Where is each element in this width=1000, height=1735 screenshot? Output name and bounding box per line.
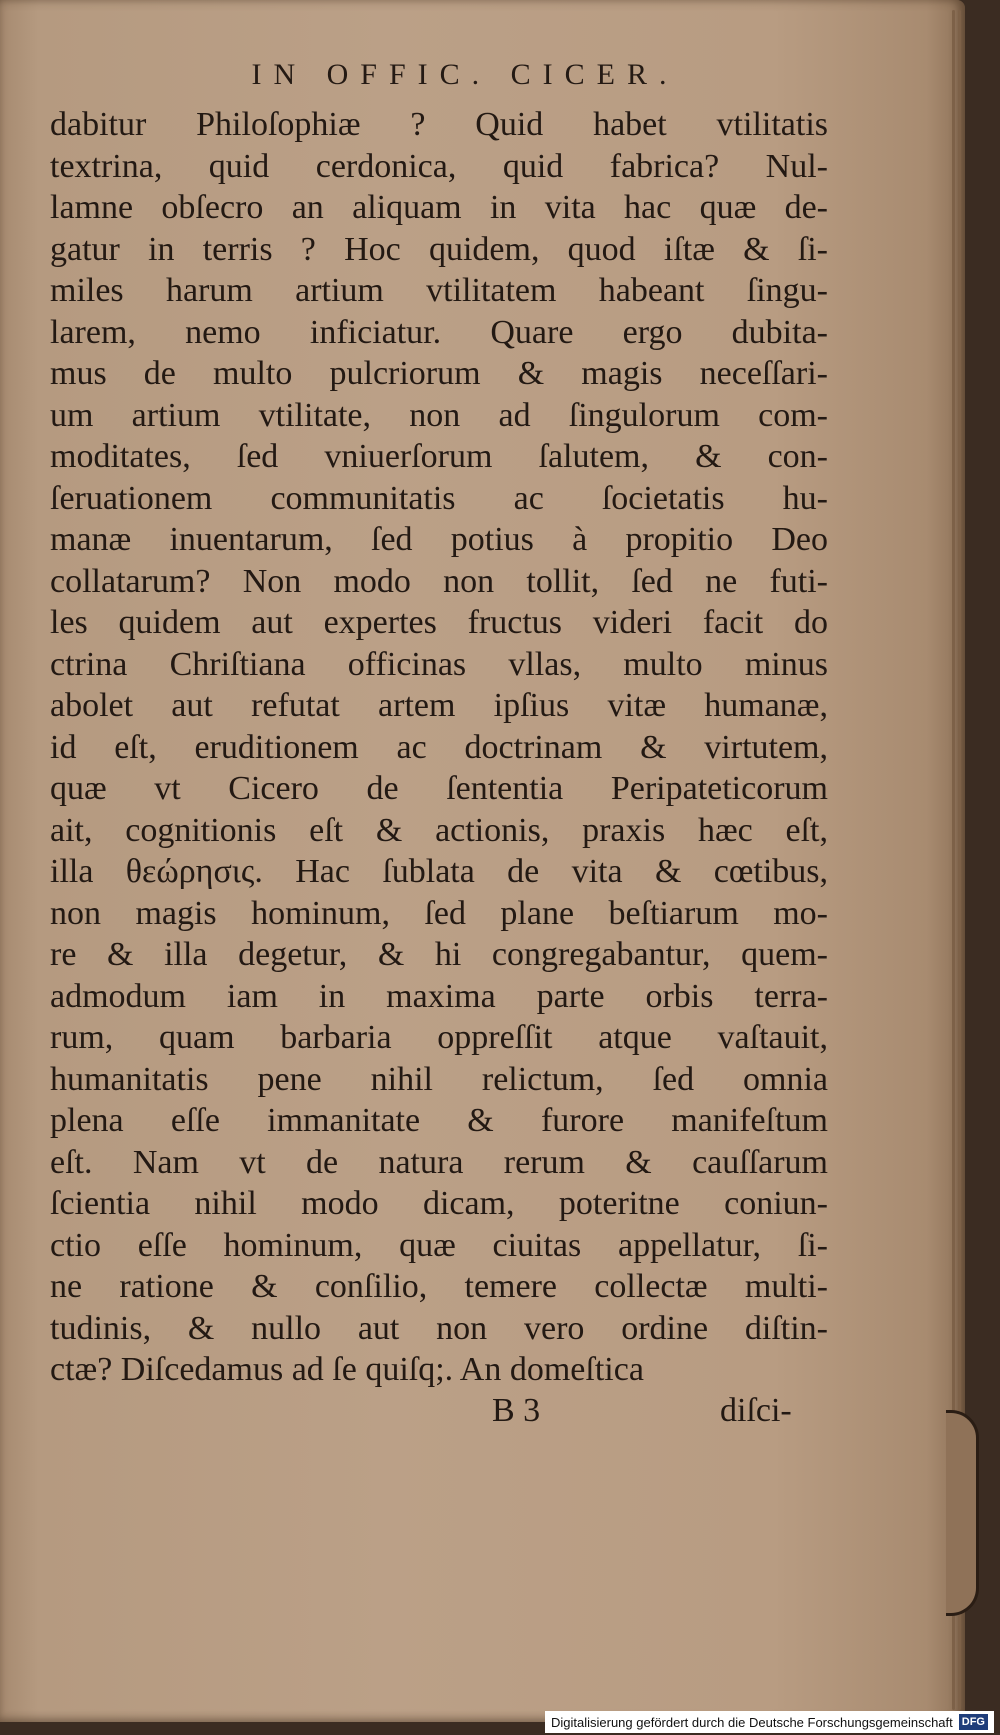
catchword: diſci- [720, 1392, 792, 1429]
text-line: les quidem aut expertes fructus videri facit do [50, 604, 828, 641]
text-line: ſcientia nihil modo dicam, poteritne coniun- [50, 1185, 828, 1222]
text-line: dabitur Philoſophiæ ? Quid habet vtilitatis [50, 106, 828, 143]
text-line: collatarum? Non modo non tollit, ſed ne futi- [50, 562, 828, 600]
page-body-text [50, 104, 828, 1391]
text-line: quæ vt Cicero de ſententia Peripateticorum [50, 770, 828, 807]
text-line: re & illa degetur, & hi congregabantur, quem- [50, 936, 828, 973]
text-line: ne ratione & conſilio, temere collectæ multi- [50, 1268, 828, 1305]
page-clip-tab [946, 1410, 979, 1616]
text-line: rum, quam barbaria oppreſſit atque vaſtauit, [50, 1019, 828, 1056]
text-line: ait, cognitionis eſt & actionis, praxis hæc eſt, [50, 811, 828, 849]
text-line: humanitatis pene nihil relictum, ſed omnia [50, 1060, 828, 1098]
text-line: gatur in terris ? Hoc quidem, quod iſtæ & ſi- [50, 230, 828, 268]
text-line: ctrina Chriſtiana officinas vllas, multo minus [50, 645, 828, 683]
text-line: plena eſſe immanitate & furore manifeſtum [50, 1102, 828, 1139]
text-line: moditates, ſed vniuerſorum ſalutem, & con- [50, 438, 828, 475]
text-line: textrina, quid cerdonica, quid fabrica? Nul- [50, 147, 828, 185]
text-line: ſeruationem communitatis ac ſocietatis hu- [50, 479, 828, 517]
text-line: mus de multo pulcriorum & magis neceſſari- [50, 355, 828, 392]
text-line: um artium vtilitate, non ad ſingulorum com- [50, 396, 828, 434]
text-line: ctio eſſe hominum, quæ ciuitas appellatur, ſi- [50, 1226, 828, 1264]
signature-mark: B 3 [492, 1392, 541, 1429]
page-footer [0, 1392, 820, 1436]
credit-text: Digitalisierung gefördert durch die Deutsche Forschungsgemeinschaft [550, 1714, 953, 1730]
dfg-logo-icon: DFG [959, 1714, 988, 1730]
text-line: miles harum artium vtilitatem habeant ſingu- [50, 272, 828, 309]
text-line: illa θεώρησις. Hac ſublata de vita & cœtibus, [50, 853, 828, 890]
text-line: admodum iam in maxima parte orbis terra- [50, 977, 828, 1015]
text-line: abolet aut refutat artem ipſius vitæ humanæ, [50, 687, 828, 724]
running-head: IN OFFIC. CICER. [251, 58, 679, 91]
text-line: id eſt, eruditionem ac doctrinam & virtutem, [50, 728, 828, 766]
text-line: manæ inuentarum, ſed potius à propitio Deo [50, 521, 828, 558]
text-line: larem, nemo inficiatur. Quare ergo dubita- [50, 313, 828, 351]
text-line: lamne obſecro an aliquam in vita hac quæ de- [50, 189, 828, 226]
text-line: ctæ? Diſcedamus ad ſe quiſq;. An domeſtica [50, 1351, 644, 1388]
text-line: non magis hominum, ſed plane beſtiarum mo- [50, 894, 828, 932]
text-line: tudinis, & nullo aut non vero ordine diſtin- [50, 1309, 828, 1347]
text-line: eſt. Nam vt de natura rerum & cauſſarum [50, 1143, 828, 1181]
digitization-credit [545, 1711, 994, 1733]
